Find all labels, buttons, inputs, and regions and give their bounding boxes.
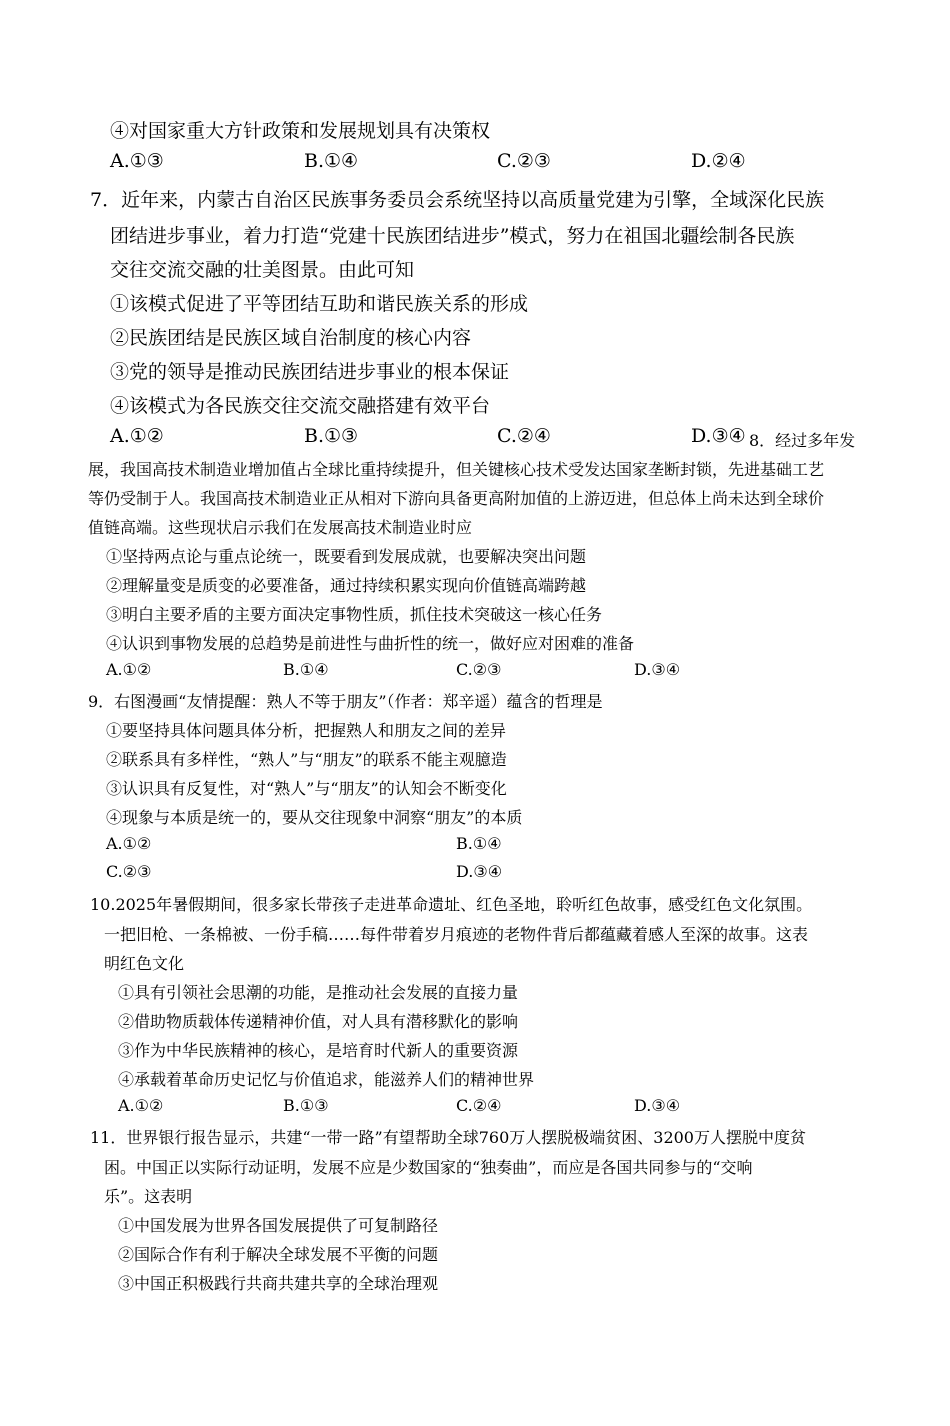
q9-item-2: ②联系具有多样性，“熟人”与“朋友”的联系不能主观臆造 bbox=[106, 750, 507, 769]
q9-item-1: ①要坚持具体问题具体分析，把握熟人和朋友之间的差异 bbox=[106, 721, 507, 740]
q10-option-d: D.③④ bbox=[634, 1096, 681, 1115]
q8-option-c: C.②③ bbox=[456, 660, 502, 679]
q9-option-d: D.③④ bbox=[456, 862, 503, 881]
q10-item-1: ①具有引领社会思潮的功能，是推动社会发展的直接力量 bbox=[118, 983, 519, 1002]
q10-option-a: A.①② bbox=[118, 1096, 164, 1115]
q7-item-1: ①该模式促进了平等团结互助和谐民族关系的形成 bbox=[110, 293, 529, 315]
q6-option-d: D.②④ bbox=[691, 150, 746, 172]
q8-stem-line-3: 等仍受制于人。我国高技术制造业正从相对下游向具备更高附加值的上游迈进，但总体上尚未达到全球价 bbox=[88, 489, 825, 508]
q8-option-a: A.①② bbox=[106, 660, 152, 679]
q10-option-b: B.①③ bbox=[283, 1096, 329, 1115]
q7-option-c: C.②④ bbox=[497, 425, 551, 447]
q9-stem-line-1: 9．右图漫画“友情提醒：熟人不等于朋友”（作者：郑辛遥）蕴含的哲理是 bbox=[88, 692, 603, 711]
q7-option-a: A.①② bbox=[110, 425, 164, 447]
q11-stem-line-2: 困。中国正以实际行动证明，发展不应是少数国家的“独奏曲”，而应是各国共同参与的“交响 bbox=[104, 1158, 753, 1177]
q8-option-d: D.③④ bbox=[634, 660, 681, 679]
q11-item-2: ②国际合作有利于解决全球发展不平衡的问题 bbox=[118, 1245, 439, 1264]
q7-option-b: B.①③ bbox=[304, 425, 359, 447]
q8-item-2: ②理解量变是质变的必要准备，通过持续积累实现向价值链高端跨越 bbox=[106, 576, 587, 595]
q8-item-4: ④认识到事物发展的总趋势是前进性与曲折性的统一，做好应对困难的准备 bbox=[106, 634, 635, 653]
q8-item-3: ③明白主要矛盾的主要方面决定事物性质，抓住技术突破这一核心任务 bbox=[106, 605, 603, 624]
q11-item-3: ③中国正积极践行共商共建共享的全球治理观 bbox=[118, 1274, 439, 1293]
q8-stem-line-4: 值链高端。这些现状启示我们在发展高技术制造业时应 bbox=[88, 518, 473, 537]
q6-item-4: ④对国家重大方针政策和发展规划具有决策权 bbox=[110, 120, 491, 142]
q6-option-b: B.①④ bbox=[304, 150, 359, 172]
q10-item-2: ②借助物质载体传递精神价值，对人具有潜移默化的影响 bbox=[118, 1012, 519, 1031]
q9-option-a: A.①② bbox=[106, 834, 152, 853]
q8-stem-line-2: 展，我国高技术制造业增加值占全球比重持续提升，但关键核心技术受发达国家垄断封锁，先进基础工艺 bbox=[88, 460, 825, 479]
q9-option-b: B.①④ bbox=[456, 834, 502, 853]
q7-item-4: ④该模式为各民族交往交流交融搭建有效平台 bbox=[110, 395, 491, 417]
q11-item-1: ①中国发展为世界各国发展提供了可复制路径 bbox=[118, 1216, 439, 1235]
q10-stem-line-2: 一把旧枪、一条棉被、一份手稿……每件带着岁月痕迹的老物件背后都蕴藏着感人至深的故事。这表 bbox=[104, 925, 809, 944]
q10-stem-line-1: 10.2025年暑假期间，很多家长带孩子走进革命遗址、红色圣地，聆听红色故事，感受红色文化氛围。 bbox=[90, 895, 813, 914]
q7-item-3: ③党的领导是推动民族团结进步事业的根本保证 bbox=[110, 361, 510, 383]
q6-option-a: A.①③ bbox=[110, 150, 164, 172]
q8-item-1: ①坚持两点论与重点论统一，既要看到发展成就，也要解决突出问题 bbox=[106, 547, 587, 566]
q10-option-c: C.②④ bbox=[456, 1096, 502, 1115]
q7-item-2: ②民族团结是民族区域自治制度的核心内容 bbox=[110, 327, 472, 349]
q9-item-3: ③认识具有反复性，对“熟人”与“朋友”的认知会不断变化 bbox=[106, 779, 507, 798]
q7-stem-line-3: 交往交流交融的壮美图景。由此可知 bbox=[110, 259, 415, 281]
q11-stem-line-1: 11．世界银行报告显示，共建“一带一路”有望帮助全球760万人摆脱极端贫困、3200万人摆脱中度贫 bbox=[90, 1128, 806, 1147]
q7-stem-line-1: 7．近年来，内蒙古自治区民族事务委员会系统坚持以高质量党建为引擎，全域深化民族 bbox=[90, 189, 825, 211]
q8-stem-line-1: 8．经过多年发 bbox=[749, 431, 856, 450]
q10-item-3: ③作为中华民族精神的核心，是培育时代新人的重要资源 bbox=[118, 1041, 519, 1060]
q10-item-4: ④承载着革命历史记忆与价值追求，能滋养人们的精神世界 bbox=[118, 1070, 535, 1089]
q9-item-4: ④现象与本质是统一的，要从交往现象中洞察“朋友”的本质 bbox=[106, 808, 523, 827]
q7-stem-line-2: 团结进步事业，着力打造“党建十民族团结进步”模式，努力在祖国北疆绘制各民族 bbox=[110, 225, 795, 247]
q10-stem-line-3: 明红色文化 bbox=[104, 954, 185, 973]
q11-stem-line-3: 乐”。这表明 bbox=[104, 1187, 193, 1206]
q6-option-c: C.②③ bbox=[497, 150, 551, 172]
q9-option-c: C.②③ bbox=[106, 862, 152, 881]
q7-option-d: D.③④ bbox=[691, 425, 746, 447]
q8-option-b: B.①④ bbox=[283, 660, 329, 679]
